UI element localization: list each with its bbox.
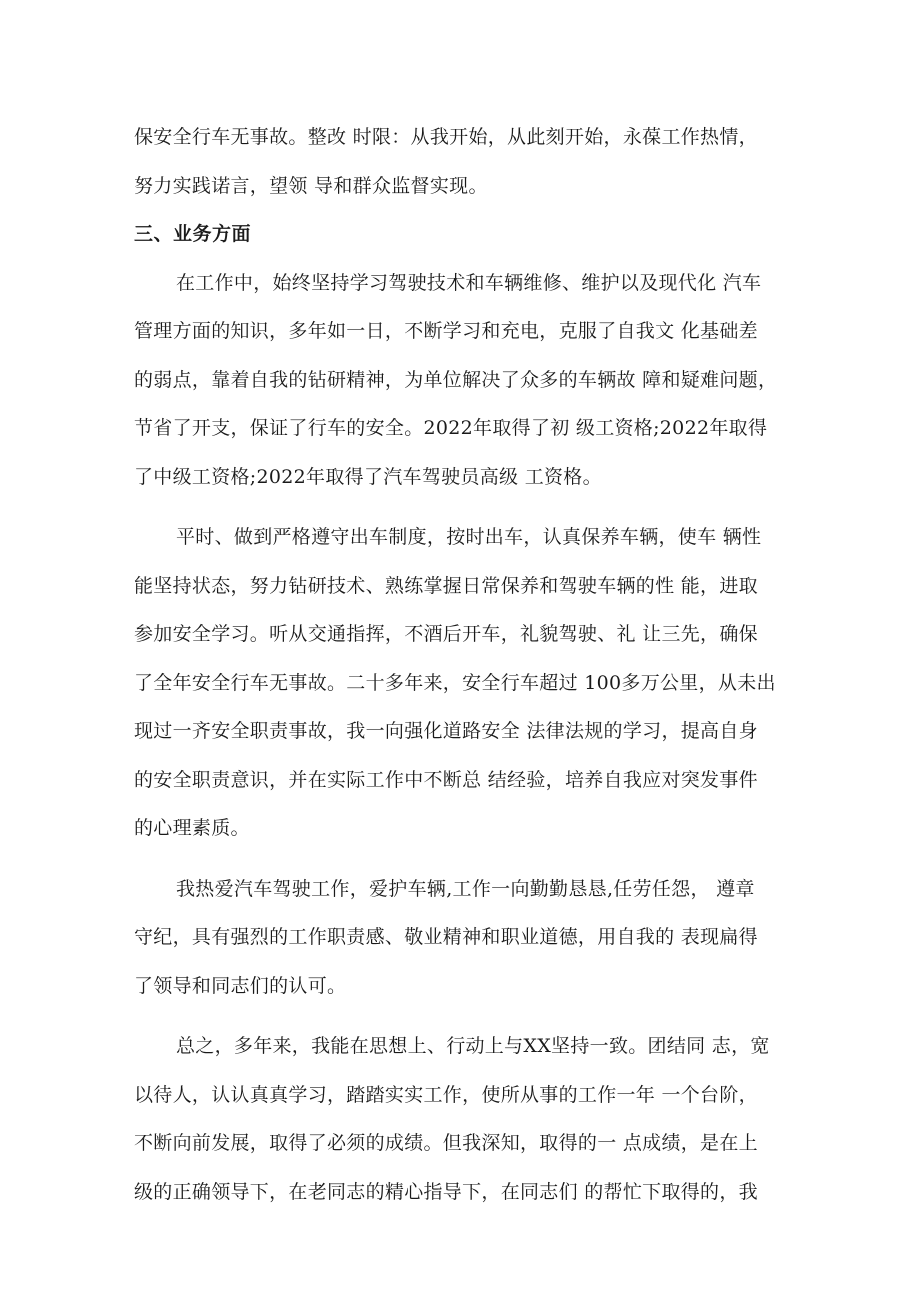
paragraph-line: 参加安全学习。听从交通指挥，不酒后开车，礼貌驾驶、礼 让三先，确保 (134, 623, 758, 645)
paragraph-line: 的弱点，靠着自我的钻研精神，为单位解决了众多的车辆故 障和疑难问题， (134, 368, 778, 391)
paragraph-line: 保安全行车无事故。整改 时限：从我开始，从此刻开始，永葆工作热情， (134, 126, 758, 148)
paragraph-line: 了全年安全行车无事故。二十多年来，安全行车超过 100多万公里，从未出 (134, 671, 776, 694)
paragraph-line: 的心理素质。 (134, 817, 250, 839)
paragraph-line: 不断向前发展，取得了必须的成绩。但我深知，取得的一 点成绩，是在上 (134, 1132, 758, 1154)
document-body (134, 113, 794, 1216)
paragraph-line: 平时、做到严格遵守出车制度，按时出车，认真保养车辆，使车 辆性 (176, 526, 762, 548)
paragraph-line: 了中级工资格;2022年取得了汽车驾驶员高级 工资格。 (134, 465, 602, 488)
paragraph-line: 管理方面的知识，多年如一日，不断学习和充电，克服了自我文 化基础差 (134, 320, 758, 342)
paragraph-line: 的安全职责意识，并在实际工作中不断总 结经验，培养自我应对突发事件 (134, 768, 758, 791)
paragraph-line: 节省了开支，保证了行车的安全。2022年取得了初 级工资格;2022年取得 (134, 417, 768, 439)
paragraph-line: 我热爱汽车驾驶工作，爱护车辆,工作一向勤勤恳恳,任劳任怨， 遵章 (176, 877, 755, 900)
paragraph-line: 以待人，认认真真学习，踏踏实实工作，使所从事的工作一年 一个台阶， (134, 1083, 758, 1106)
paragraph-line: 级的正确领导下，在老同志的精心指导下，在同志们 的帮忙下取得的，我 (134, 1180, 758, 1203)
paragraph-line: 能坚持状态，努力钻研技术、熟练掌握日常保养和驾驶车辆的性 能，进取 (134, 574, 758, 597)
section-heading: 三、业务方面 (134, 223, 252, 245)
paragraph-line: 现过一齐安全职责事故，我一向强化道路安全 法律法规的学习，提高自身 (134, 720, 758, 742)
paragraph-line: 守纪，具有强烈的工作职责感、敬业精神和职业道德，用自我的 表现扁得 (134, 926, 758, 948)
paragraph-line: 总之，多年来，我能在思想上、行动上与XX坚持一致。团结同 志，宽 (176, 1035, 770, 1057)
paragraph-line: 了领导和同志们的认可。 (134, 974, 347, 997)
paragraph-line: 努力实践诺言，望领 导和群众监督实现。 (134, 174, 488, 197)
paragraph-line: 在工作中，始终坚持学习驾驶技术和车辆维修、维护以及现代化 汽车 (176, 271, 762, 294)
